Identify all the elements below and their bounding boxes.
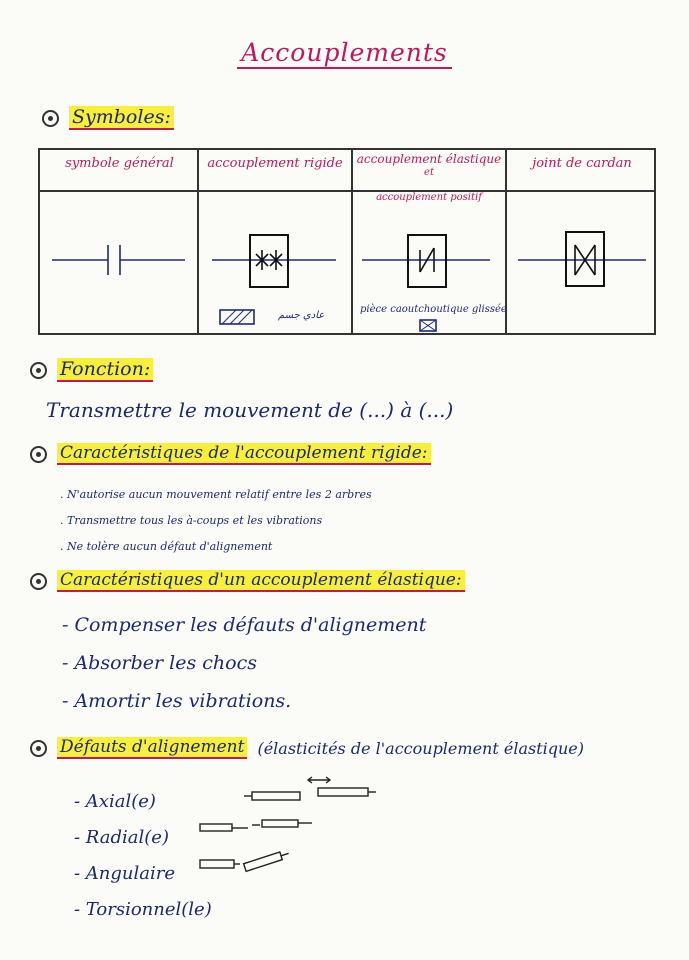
list-item: - Angulaire bbox=[74, 863, 176, 884]
rigide-heading-text: Caractéristiques de l'accouplement rigide: bbox=[57, 443, 431, 465]
section-defauts-heading bbox=[30, 737, 584, 759]
axial-misalignment-icon bbox=[244, 777, 376, 800]
page-title-text: Accouplements bbox=[237, 38, 451, 69]
section-rigide-heading bbox=[30, 443, 431, 465]
section-fonction-heading bbox=[30, 358, 153, 382]
note-elastique: pièce caoutchoutique glissée bbox=[360, 304, 507, 315]
elastique-heading-text: Caractéristiques d'un accouplement élastique: bbox=[57, 570, 465, 592]
header-symbole-general: symbole général bbox=[65, 156, 174, 171]
header-accouplement-positif: accouplement positif bbox=[376, 192, 482, 203]
section-elastique-heading bbox=[30, 570, 465, 592]
radial-misalignment-icon bbox=[200, 820, 312, 831]
list-item: - Radial(e) bbox=[74, 827, 169, 848]
cardan-joint-icon bbox=[518, 232, 646, 286]
defauts-heading-extra: (élasticités de l'accouplement élastique) bbox=[257, 738, 584, 758]
list-item: - Axial(e) bbox=[74, 791, 156, 812]
bullet-icon bbox=[30, 446, 47, 463]
bullet-icon bbox=[30, 573, 47, 590]
section-symboles-heading bbox=[42, 106, 174, 130]
bullet-icon bbox=[30, 362, 47, 379]
symboles-heading-text: Symboles: bbox=[69, 106, 174, 130]
list-item: . N'autorise aucun mouvement relatif entre les 2 arbres bbox=[60, 488, 372, 501]
bullet-icon bbox=[42, 110, 59, 127]
list-item: - Absorber les chocs bbox=[62, 652, 257, 674]
header-joint-cardan: joint de cardan bbox=[532, 156, 632, 171]
defauts-heading-text: Défauts d'alignement bbox=[57, 737, 247, 759]
rigide-list bbox=[60, 482, 372, 560]
symbols-drawings bbox=[40, 190, 654, 333]
note-rigide: عادي جسم bbox=[278, 310, 325, 321]
fonction-heading-text: Fonction: bbox=[57, 358, 153, 382]
header-accouplement-rigide: accouplement rigide bbox=[207, 156, 343, 171]
page-title bbox=[0, 38, 689, 67]
bullet-icon bbox=[30, 740, 47, 757]
header-accouplement-elastique: accouplement élastique bbox=[356, 152, 502, 166]
symbols-table bbox=[38, 148, 656, 335]
list-item: . Transmettre tous les à-coups et les vibrations bbox=[60, 514, 323, 527]
header-et: et bbox=[424, 167, 434, 178]
angular-misalignment-icon bbox=[200, 850, 290, 872]
elastique-list bbox=[62, 606, 426, 720]
elastic-coupling-icon bbox=[362, 235, 490, 331]
list-item: - Compenser les défauts d'alignement bbox=[62, 614, 427, 636]
misalignment-sketches bbox=[190, 772, 400, 882]
list-item: . Ne tolère aucun défaut d'alignement bbox=[60, 540, 273, 553]
list-item: - Amortir les vibrations. bbox=[62, 690, 292, 712]
general-symbol-icon bbox=[52, 245, 185, 275]
fonction-text: Transmettre le mouvement de (...) à (...) bbox=[46, 398, 454, 422]
list-item: - Torsionnel(le) bbox=[74, 899, 212, 920]
